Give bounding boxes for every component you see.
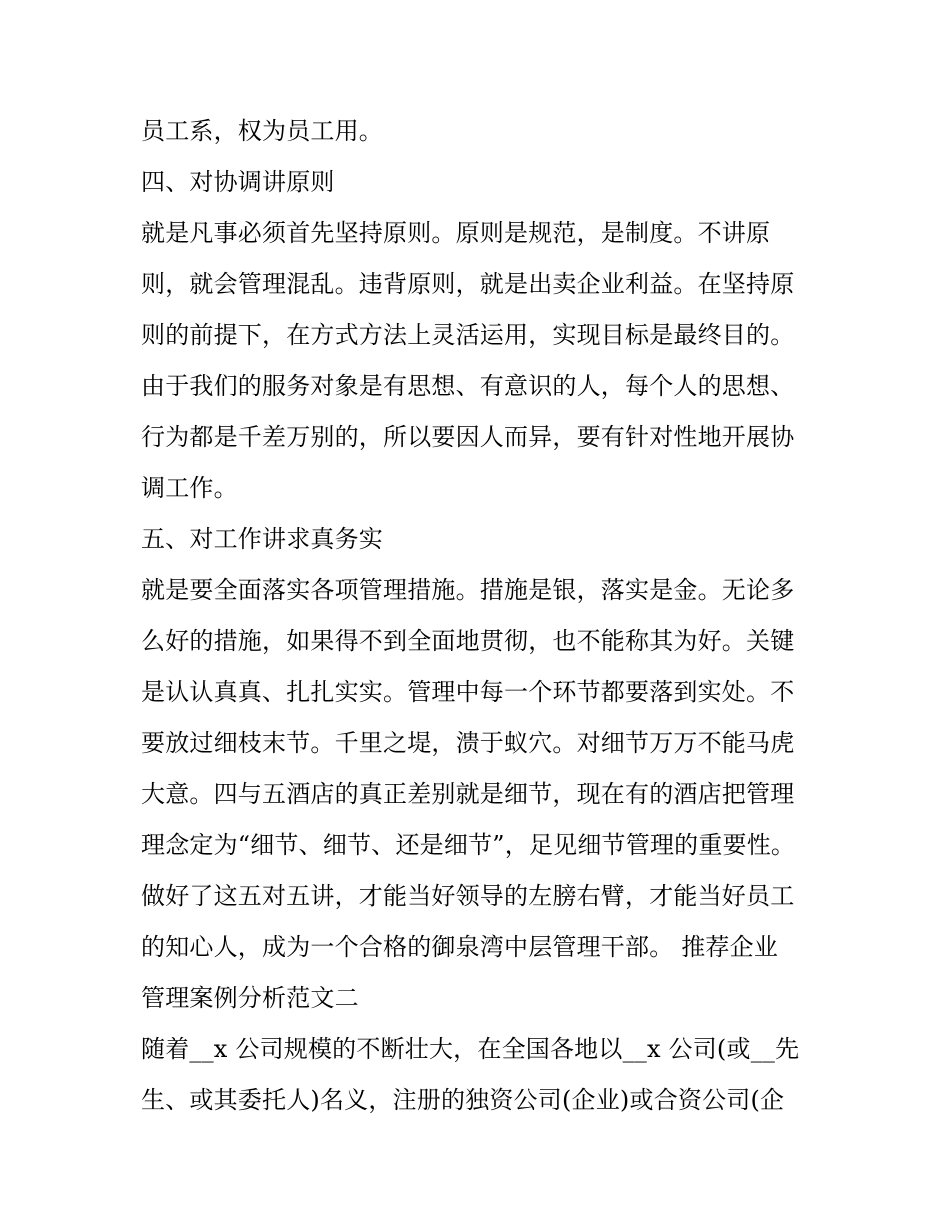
section-heading: 四、对协调讲原则	[141, 168, 335, 196]
text-line: 员工系，权为员工用。	[141, 117, 383, 145]
text-line: 则的前提下，在方式方法上灵活运用，实现目标是最终目的。	[141, 321, 795, 349]
text-line: 由于我们的服务对象是有思想、有意识的人，每个人的思想、	[141, 372, 795, 400]
text-line: 管理案例分析范文二	[141, 984, 359, 1012]
text-line: 做好了这五对五讲，才能当好领导的左膀右臂，才能当好员工	[141, 882, 795, 910]
section-heading: 五、对工作讲求真务实	[141, 525, 383, 553]
text-line: 则，就会管理混乱。违背原则，就是出卖企业利益。在坚持原	[141, 270, 795, 298]
text-line: 的知心人，成为一个合格的御泉湾中层管理干部。 推荐企业	[141, 933, 779, 961]
text-line: 大意。四与五酒店的真正差别就是细节，现在有的酒店把管理	[141, 780, 795, 808]
text-line: 是认认真真、扎扎实实。管理中每一个环节都要落到实处。不	[141, 678, 795, 706]
text-line: 生、或其委托人)名义，注册的独资公司(企业)或合资公司(企	[141, 1086, 785, 1114]
text-line: 行为都是千差万别的，所以要因人而异，要有针对性地开展协	[141, 423, 795, 451]
text-line: 调工作。	[141, 474, 238, 502]
text-line: 理念定为“细节、细节、还是细节”，足见细节管理的重要性。	[141, 831, 796, 859]
text-line: 就是凡事必须首先坚持原则。原则是规范，是制度。不讲原	[141, 219, 771, 247]
body-text	[141, 106, 821, 1126]
text-line: 就是要全面落实各项管理措施。措施是银，落实是金。无论多	[141, 576, 795, 604]
text-line: 随着__x 公司规模的不断壮大，在全国各地以__x 公司(或__先	[141, 1035, 800, 1063]
text-line: 么好的措施，如果得不到全面地贯彻，也不能称其为好。关键	[141, 627, 795, 655]
text-line: 要放过细枝末节。千里之堤，溃于蚁穴。对细节万万不能马虎	[141, 729, 795, 757]
